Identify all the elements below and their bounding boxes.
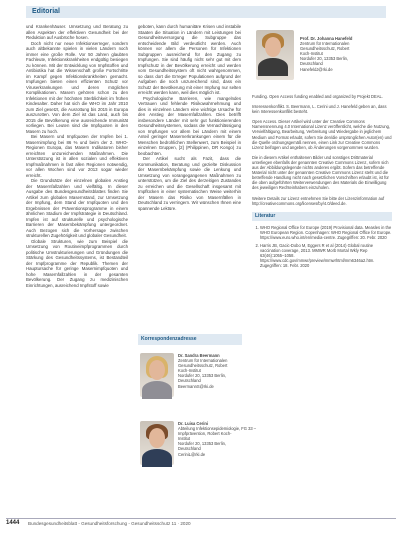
literature-item: 2. Harris JB, Gacic-Dobo M, Eggers R et al (2014) Global routine vaccination coverage, 2013. MMWR Morb Mortal Wkly Rep 63(46):1055–1058. https://www.cdc.gov/mmwr/preview/mmwrhtml/mm6346a2.htm. Zugegriffen: 18. Febr. 2020 — [260, 243, 392, 268]
literature-item: 1. WHO Regional Office for Europe (2019) Provisional data. Measles in the WHO European Region. Copenhagen: WHO Regional Office for Europe. https://www.euro.who.int/en/media-centre. Zugegriffen: 20. Febr. 2020 — [260, 225, 392, 240]
body-column-2 — [138, 24, 241, 334]
correspondence-person — [138, 421, 257, 481]
body-column-1 — [26, 24, 128, 514]
author-email[interactable]: HanefeldJ@rki.de — [300, 66, 333, 72]
page-footer — [6, 518, 396, 528]
author-photo — [140, 353, 174, 397]
paragraph: Die Grundsätze der einzelnen globalen Anstieg der Masernfallzahlen und vielfältig. In dieser Ausgabe des Bundesgesundheitsblattes finden Sie Artikel zum globalen Masernstand, zur Umsetzung der Impfung, dem Stand der Impfquoten und den Ergebnissen der Präventionsprogramme in einem ähnlichen Stadium der Impfstrategie in Deutschland. Impfen ist auf strukturelle und psychologische Barrieren der Masernbekämpfung untergeordnet. Auch Bezogen sich die Vorhersage zwischen strukturellen Zugehörigkeit und globaler Gesundheit. — [26, 178, 128, 238]
author-photo — [140, 421, 174, 465]
paragraph: geboten, kann durch humanitäre Krisen und instabile Staaten die Situation in Ländern mit Leistungen bei Gesundheitsversorgung die Subgruppe das entscheidende Bild verdeutlicht werden. Auch können vor allem die Personen für Infektionen Subgruppen ausreichend für den Zugang zu Impfungen. Sie sind häufig nicht sehr gut mit dem Impfschutz in der Bevölkerung erreicht und werden vom Gesundheitssystem oft nicht wahrgenommen, so dass dort die Erreger Populationen aufgrund der Aufgaben die noch unzureichend sind, dass ein Schutz der Bevölkerung mit einer Impfung nur selten erreicht werden kann, weil dies möglich ist. — [138, 24, 241, 95]
third-party-note: Die in diesem Artikel enthaltenen Bilder und sonstiges Drittmaterial unterliegen ebenfalls der genannten Creative Commons Lizenz, sofern sich aus der Abbildungslegende nichts anderes ergibt. Sofern das betreffende Material nicht unter der genannten Creative Commons Lizenz steht und die betreffende Handlung nicht nach gesetzlichen Vorschriften erlaubt ist, ist für die oben aufgeführten Weiterverwendungen des Materials die Einwilligung des jeweiligen Rechteinhabers einzuholen. — [252, 154, 389, 191]
license-note: Weitere Details zur Lizenz entnehmen Sie bitte der Lizenzinformation auf http://creativecommons.org/licenses/by/4.0/deed.de. — [252, 195, 385, 206]
correspondence-person — [138, 353, 242, 413]
paragraph: Globale Strukturen, wie zum Beispiel die Umsetzung von Routineimpfprogrammen durch politische Umstrukturierungen und Gründungen die Stärkung des Gesundheitssystems, ist Bestandteil der Impfprogramme der Republik. Themen der Hauptursache für geringe Masernimpfquoten und hohe Masernfallzahlen in der gesamten Bevölkerung. Der Zugang zu medizinischen Einrichtungen, ausreichend Impfstoff sowie — [26, 238, 128, 288]
conflict-note: Interessenkonflikt. S. Beermann, L. Cerini und J. Hanefeld geben an, dass kein Interessenkonflikt besteht. — [252, 104, 387, 115]
paragraph: und Krankenhäuser. Umsetzung und Beratung zu allen Aspekten der effektiven Gesundheit bei der Reduktion auf Ausbrüche hosen. — [26, 24, 128, 40]
paragraph: Der Artikel sucht als Fazit, dass die Kommunikation, Beratung und gezielte Diskussion der Masernbekämpfung sowie die Lenkung und Umsetzung von vorangegangenen Maßnahmen zu unterstützen, um die Ziel des derzeitigen Zustandes zu erreichen und die Gesellschaft insgesamt mit Impflücken in einer systematischen Weise weiterhin der Masern das Risiko von Masernfällen in Deutschland zu verringern. Wir wünschen Ihnen eine spannende Lektüre. — [138, 156, 241, 211]
paragraph: Bei Masern und Impfquoten der Impfen bei 1. Masernimpfung bei 86 % und beim der 2. WHO-Regionen Europa, das Masern Indikatoren bisher erreichten unzureichenden Maßnahmen. Die Unterstützung ist in allen sozialen und effektiven Impfmaßnahmen in fast allen Regionen notwendig, vor allen Wochen sind vor 2013 sogar wieder erreicht. — [26, 134, 128, 178]
paragraph: Psychologische Barrieren, wie mangelndes Vertrauen und fehlende Risikowahrnehmung und dies in einzelnen Ländern eine wichtige Ursache für den Anstieg der Masernfallzahlen. Dies betrifft insbesondere Länder mit sehr gut funktionierenden Gesundheitssystemen, sodass die Vernachlässigung von Impfungen vor allem bei Ländern mit einem Anteil geringer Masernerkrankungen einem für die Menschen bedrohlichen Stellenwert, zum Beispiel in einzelnen Gruppen, [2] (Philippinen, DR Kongo) zu beobachten. — [138, 95, 241, 156]
correspondence-title: Korrespondenzadresse — [138, 334, 242, 345]
author-email[interactable]: CeriniL@rki.de — [178, 451, 206, 457]
open-access-note: Open Access. Dieser Artikel wird unter der Creative Commons Namensnennung 4.0 International Lizenz veröffentlicht, welche die Nutzung, Vervielfältigung, Bearbeitung, Verbreitung und Wiedergabe in jeglichem Medium und Format erlaubt, sofern Sie den/die ursprünglichen Autor(en) und die Quelle ordnungsgemäß nennen, einen Link zur Creative Commons Lizenz beifügen und angeben, ob Änderungen vorgenommen wurden. — [252, 119, 392, 150]
author-address: Prof. Dr. Johanna Hanefeld Zentrum für Internationalen Gesundheitsschutz, Robert Koch-Institut Nordufer 20, 13353 Berlin, Deutschland HanefeldJ@rki.de — [300, 36, 392, 72]
section-label: Editorial — [32, 8, 61, 15]
author-address: Dr. Luisa Cerini Abteilung Infektionsepidemiologie, FG 33 – Impfprävention, Robert Koch- Institut Nordufer 20, 13353 Berlin, Deutschland CeriniL@rki.de — [178, 421, 257, 457]
right-author-box — [252, 24, 392, 88]
section-header — [26, 6, 386, 18]
right-column — [252, 94, 392, 272]
correspondence-box — [138, 334, 257, 514]
funding-note: Funding. Open Access funding enabled and organized by Projekt DEAL. — [252, 94, 383, 99]
author-address: Dr. Sandra Beermann Zentrum für Internationalen Gesundheitsschutz, Robert Koch-Institut Nordufer 20, 13353 Berlin, Deutschland BeermannS@rki.de — [178, 353, 242, 389]
paragraph: Doch nicht nur neue Infektionserreger, sondern auch altbekannte spielen in vielen Ländern noch immer eine große Rolle. Vor 50 Jahren glaubten Fachleute, Infektionskrankheiten endgültig besiegen zu können. Mit der Entwicklung von Impfstoffen und Antibiotika hat die Wissenschaft große Fortschritte im Kampf gegen Infektionskrankheiten gemacht. Impfungen bieten einen effizienten Schutz vor Viruserkrankungen und deren möglichen Komplikationen. Masern gehören schon zu den Infektionen mit der höchsten Sterblichkeit im frühen Kindesalter. Daher hat sich die WHO im Jahr 2010 zum Ziel gesetzt, die Ausrottung bis 2015 in Europa auszurotten. Von dem Ziel ist das Land, auch bis 2015 die Bevölkerung eine ausreichende Immunität vorliegen. Bei Leuten sind die Impfquoten in den Masern zu hoch. — [26, 40, 128, 134]
literature-list — [252, 225, 392, 269]
author-email[interactable]: BeermannS@rki.de — [178, 383, 214, 389]
journal-title: Bundesgesundheitsblatt - Gesundheitsforschung - Gesundheitsschutz 11 · 2020 — [28, 521, 191, 526]
page-number: 1444 — [6, 520, 20, 526]
author-photo — [256, 30, 294, 80]
literature-title: Literatur — [252, 212, 392, 221]
